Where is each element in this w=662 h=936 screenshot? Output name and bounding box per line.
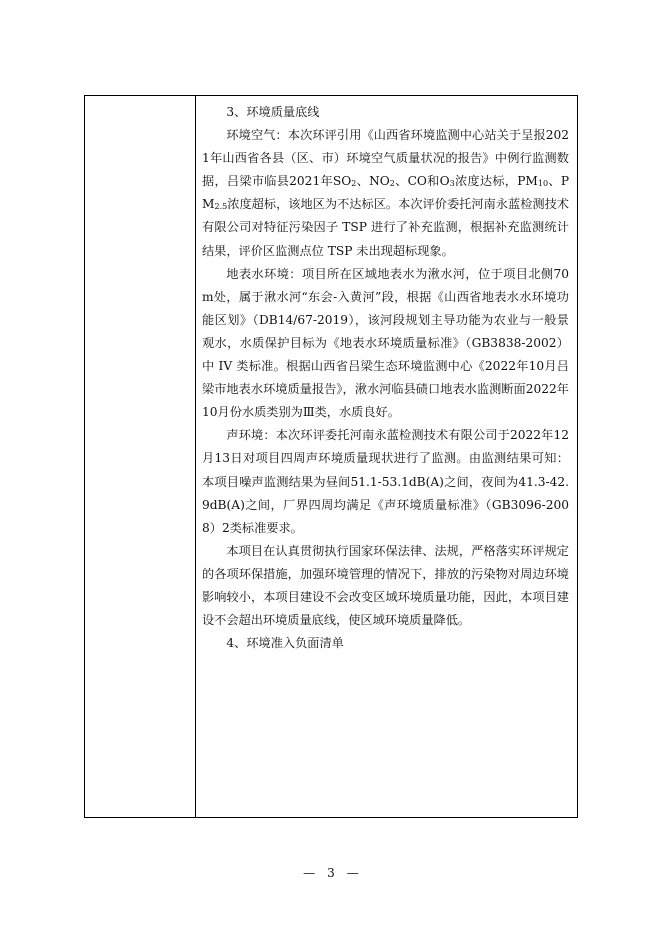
- conclusion-paragraph: 本项目在认真贯彻执行国家环保法律、法规，严格落实环评规定的各项环保措施，加强环境管理的情况下，排放的污染物对周边环境影响较小，本项目建设不会改变区域环境质量功能，因此，本项目建设不会超出环境质量底线，使区域环境质量降低。: [202, 543, 569, 628]
- section-4-heading: 4、环境准入负面清单: [226, 636, 344, 651]
- page-number: — 3 —: [303, 866, 359, 880]
- air-environment-paragraph: 环境空气：本次环评引用《山西省环境监测中心站关于呈报2021年山西省各县（区、市）环境空气质量状况的报告》中例行监测数据，吕梁市临县2021年$SO_2$、$NO_2$、CO和$O_3$浓度达标，$PM_{10}$、$PM_{2.5}$浓度超标，该地区为不达标区。本次评价委托河南永蓝检测技术有限公司对特征污染因子 TSP 进行了补充监测，根据补充监测统计结果，评价区监测点位 TSP 未出现超标现象。: [202, 128, 570, 258]
- section-3-heading: 3、环境质量底线: [226, 105, 320, 119]
- table-left-cell: [85, 96, 195, 817]
- surface-water-paragraph: 地表水环境：项目所在区域地表水为湫水河，位于项目北侧70m处，属于湫水河“东会-入黄河”段，根据《山西省地表水水环境功能区划》（DB14/67-2019），该河段规划主导功能为农业与一般景观水，水质保护目标为《地表水环境质量标准》（GB3838-2002）中 IV 类标准。根据山西省吕梁生态环境监测中心《2022年10月吕梁市地表水环境质量报告》，湫水河临县碛口地表水监测断面2022年10月份水质类别为Ⅲ类，水质良好。: [202, 266, 569, 420]
- noise-environment-paragraph: 声环境：本次环评委托河南永蓝检测技术有限公司于2022年12月13日对项目四周声环境质量现状进行了监测。由监测结果可知：本项目噪声监测结果为昼间51.1-53.1dB(A)之间，夜间为41.3-42.9dB(A)之间，厂界四周均满足《声环境质量标准》（GB3096-2008）2类标准要求。: [202, 428, 569, 535]
- document-table: [84, 95, 578, 818]
- table-right-cell: [202, 101, 569, 655]
- table-column-divider: [195, 96, 196, 817]
